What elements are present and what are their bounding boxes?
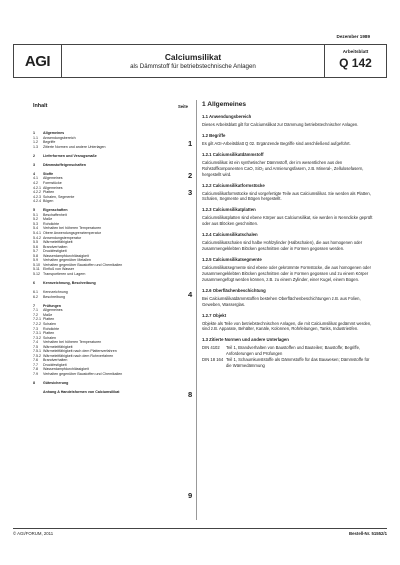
toc-entry-number: 5.4	[33, 226, 38, 231]
norm-reference	[202, 345, 374, 357]
toc-entry-number: 7.3.1	[33, 331, 41, 336]
toc-entry-title: Allgemeines	[43, 308, 63, 313]
toc-page-number: 3	[188, 188, 193, 197]
toc-entry-title: Brandverhalten	[43, 358, 68, 363]
toc-entry-title: Zitierte Normen und andere Unterlagen	[43, 144, 106, 149]
toc-entry-title: Wasserdampfdurchlässigkeit	[43, 253, 89, 258]
toc-entry-title: Verhalten bei höheren Temperaturen	[43, 340, 102, 345]
toc-entry-number: 7.2.1	[33, 317, 41, 322]
norm-text: Teil 1, Brandverhalten von Baustoffen und Bauteilen; Baustoffe; Begriffe, Anforderungen und Prüfungen	[226, 345, 361, 357]
toc-entry-number: 5.5	[33, 240, 38, 245]
toc-entry-number: 7.9	[33, 371, 38, 376]
toc-entry-title: Einfluß von Wasser	[43, 267, 75, 272]
toc-entry-number: 5.12	[33, 271, 40, 276]
table-of-contents	[33, 131, 178, 395]
toc-entry-number: 5.2	[33, 217, 38, 222]
toc-entry-number: 8	[33, 381, 35, 386]
paragraph: Calciumsilikatplatten sind ebene Körper aus Calciumsilikat, sie werden in Nenndicke geprüft oder aus Blöcken geschnitten.	[202, 215, 373, 227]
toc-entry-title: Allgemeines	[43, 176, 63, 181]
sheet-label: Arbeitsblatt	[342, 49, 369, 54]
toc-entry-number: 6.2	[33, 294, 38, 299]
toc-entry-number: 7.3.2	[33, 335, 41, 340]
toc-page-number: 8	[188, 390, 193, 399]
sheet-number: Q 142	[339, 56, 372, 70]
toc-entry-title: Verhalten gegenüber Baustoffen und Chemikalien	[43, 262, 123, 267]
toc-entry-title: Beschreibung	[43, 294, 65, 299]
toc-entry-title: Anhang A Handelsformen von Calciumsilikat	[43, 390, 120, 395]
toc-entry-number: 5.10	[33, 262, 40, 267]
toc-entry-number: 4.2.4	[33, 199, 41, 204]
toc-entry-number	[33, 390, 43, 395]
toc-entry-title: Schalen	[43, 335, 56, 340]
section-heading: 1.1 Anwendungsbereich	[202, 114, 252, 119]
toc-entry-title: Prüfungen	[43, 303, 61, 308]
footer-rule	[13, 528, 387, 529]
paragraph: Calciumsilikat ist ein synthetischer Dämmstoff, der im wesentlichen aus den Rohstoffkomponenten CaO, SiO₂ und Armierungsfasern, z.B. Mineral-, Zellulosefasern, hergestellt wird.	[202, 159, 364, 177]
toc-entry-title: Bögen	[43, 199, 54, 204]
document-subtitle: als Dämmstoff für betriebstechnische Anlagen	[130, 63, 256, 70]
toc-entry-title: Schalen, Segmente	[43, 194, 75, 199]
toc-entry-title: Transportieren und Lagern	[43, 271, 86, 276]
copyright: © AGI/FORUM, 2011	[13, 531, 54, 536]
toc-entry-title: Dämmstoffeigenschaften	[43, 162, 86, 167]
toc-entry-title: Brandverhalten	[43, 244, 68, 249]
toc-entry-title: Verhalten gegenüber Metallen	[43, 258, 91, 263]
paragraph: Objekte als Teile von betriebstechnischen Anlagen, die mit Calciumsilikat gedämmt werden, sind z.B. Apparate, Behälter, Kanäle, Kolonnen, Rohrleitungen, Tanks, Industrieöfen.	[202, 320, 372, 332]
toc-entry	[33, 390, 178, 395]
toc-entry-number: 6.1	[33, 290, 38, 295]
paragraph: Calciumsilikatsegmente sind ebene oder gekrümmte Formstücke, die aus homogenen oder zusammengeklebten Blöcken geschnitten oder in Formen gegossen und zu einem Körper zusammengefügt werden können, z.B. zu einem Zylinder, einer Kugel, einem Bogen.	[202, 264, 371, 282]
agi-logo: AGI	[14, 45, 62, 77]
toc-entry-number: 5.8	[33, 253, 38, 258]
toc-page-number: 9	[188, 491, 193, 500]
subsection-heading: 1.2.3 Calciumsilikatplatten	[202, 207, 256, 213]
toc-entry-number: 5	[33, 208, 35, 213]
toc-entry-number: 4.1	[33, 176, 38, 181]
toc-entry-number: 4.2.2	[33, 190, 41, 195]
paragraph: Es gilt AGI-Arbeitsblatt Q 02. Ergänzende Begriffe sind anschließend aufgeführt.	[202, 140, 351, 146]
toc-entry-number: 7.6	[33, 358, 38, 363]
toc-entry-title: Eigenschaften	[43, 208, 68, 213]
toc-entry-title: Platten	[43, 317, 55, 322]
subsection-heading: 1.2.4 Calciumsilikatschalen	[202, 232, 258, 238]
toc-entry-number: 5.9	[33, 258, 38, 263]
order-number: Bestell-Nr. 51552/1	[349, 531, 387, 536]
main-content	[202, 101, 374, 369]
toc-entry-number: 6	[33, 281, 35, 286]
toc-entry-title: Anwendungsbereich	[43, 135, 76, 140]
toc-entry-title: Maße	[43, 217, 53, 222]
toc-entry-title: Verhalten gegenüber Baustoffen und Chemikalien	[43, 371, 123, 376]
paragraph: Calciumsilikatschalen sind halbe Hohlzylinder (Halbschalen), die aus homogenen oder zusammengeklebten Blöcken geschnitten oder in Formen gegossen werden.	[202, 240, 363, 252]
toc-entry-title: Maße	[43, 312, 53, 317]
toc-entry-number: 5.6	[33, 244, 38, 249]
toc-entry-number: 4.2.3	[33, 194, 41, 199]
toc-entry-title: Platten	[43, 331, 55, 336]
toc-entry-number: 5.3	[33, 221, 38, 226]
toc-entry-title: Begriffe	[43, 140, 56, 145]
toc-entry-title: Stoffe	[43, 171, 54, 176]
paragraph: Dieses Arbeitsblatt gilt für Calciumsilikat zur Dämmung betriebstechnischer Anlagen.	[202, 122, 359, 127]
subsection-heading: 1.2.5 Calciumsilikatsegmente	[202, 256, 262, 262]
paragraph: Calciumsilikatformstücke sind vorgefertigte Teile aus Calciumsilikat. Sie werden als Platten, Schalen, Segmente und Bögen hergestellt.	[202, 190, 371, 202]
toc-entry-title: Wärmeleitfähigkeit nach dem Rohrverfahren	[43, 353, 114, 358]
toc-page-number: 1	[188, 139, 193, 148]
toc-entry-number: 1.2	[33, 140, 38, 145]
toc-entry-number: 5.1	[33, 212, 38, 217]
norm-code: DIN 4102	[202, 345, 220, 351]
toc-entry-number: 7.5	[33, 344, 38, 349]
toc-entry-title: Wärmeleitfähigkeit nach dem Plattenverfahren	[43, 349, 117, 354]
toc-entry-number: 7.4	[33, 340, 38, 345]
toc-entry-number: 4	[33, 171, 35, 176]
sheet-id-block	[324, 45, 386, 77]
section-heading: 1.3 Zitierte Normen und andere Unterlagen	[202, 337, 289, 343]
toc-page-number: 2	[188, 171, 193, 180]
toc-entry-number: 2	[33, 153, 35, 158]
toc-entry-number: 5.4.1	[33, 231, 41, 236]
toc-entry-title: Lieferformen und Verzugsmaße	[43, 153, 97, 158]
toc-entry-number: 7.3	[33, 326, 38, 331]
document-date: Dezember 1989	[336, 34, 370, 39]
header-title-block	[62, 45, 324, 77]
toc-entry-title: Anwendungstemperatur	[43, 235, 82, 240]
toc-entry-number: 7.1	[33, 308, 38, 313]
toc-entry-number: 7.2.2	[33, 321, 41, 326]
norm-code: DIN 18 164	[202, 357, 224, 363]
toc-entry-title: Rohdichte	[43, 221, 60, 226]
toc-entry-title: Allgemeines	[43, 131, 65, 135]
toc-entry-number: 7.5.2	[33, 353, 41, 358]
toc-entry-number: 5.4.2	[33, 235, 41, 240]
section-heading: 1 Allgemeines	[202, 101, 247, 108]
toc-page-number: 4	[188, 290, 193, 299]
toc-entry-title: Druckfestigkeit	[43, 249, 67, 254]
toc-page-heading: Seite	[178, 104, 189, 109]
toc-entry-number: 7.2	[33, 312, 38, 317]
toc-entry-title: Formstücke	[43, 181, 62, 186]
document-title: Calciumsilikat	[164, 52, 222, 62]
norm-reference	[202, 357, 374, 369]
toc-entry-title: Kennzeichnung, Beschreibung	[43, 281, 96, 286]
subsection-heading: 1.2.6 Oberflächenbeschichtung	[202, 287, 266, 293]
toc-entry-number: 5.7	[33, 249, 38, 254]
section-heading: 1.2 Begriffe	[202, 132, 226, 138]
toc-entry-title: Beschaffenheit	[43, 212, 67, 217]
subsection-heading: 1.2.7 Objekt	[202, 312, 227, 318]
subsection-heading: 1.2.1 Calciumsilikatdämmstoff	[202, 151, 264, 157]
norm-text: Teil 1, Schaumkunststoffe als Dämmstoffe für das Bauwesen; Dämmstoffe für die Wärmedämmung	[226, 357, 370, 369]
toc-entry-title: Platten	[43, 190, 55, 195]
toc-entry-number: 1	[33, 131, 35, 135]
paragraph: Bei Calciumsilikatdämmstoffen bestehen Oberflächenbeschichtungen z.B. aus Folien, Geweben, Wasserglas.	[202, 295, 361, 307]
subsection-heading: 1.2.2 Calciumsilikatformstücke	[202, 182, 265, 188]
toc-entry-title: Rohdichte	[43, 326, 60, 331]
column-divider	[196, 100, 197, 520]
toc-entry-title: Schalen	[43, 321, 56, 326]
toc-entry-number: 7.5.1	[33, 349, 41, 354]
toc-entry-number: 7.7	[33, 362, 38, 367]
toc-entry-number: 3	[33, 162, 35, 167]
toc-entry-title: Wärmeleitfähigkeit	[43, 344, 73, 349]
toc-entry-title: Allgemeines	[43, 185, 63, 190]
toc-entry-title: Verhalten bei höheren Temperaturen	[43, 226, 102, 231]
toc-heading: Inhalt	[33, 103, 48, 109]
toc-entry-title: Wärmeleitfähigkeit	[43, 240, 73, 245]
toc-entry-number: 7	[33, 303, 35, 308]
toc-entry-title: Gütesicherung	[43, 381, 69, 386]
toc-entry-title: Obere Anwendungsgrenztemperatur	[43, 231, 101, 236]
toc-entry-title: Druckfestigkeit	[43, 362, 67, 367]
toc-entry-title: Wasserdampfdurchlässigkeit	[43, 367, 89, 372]
document-header	[13, 44, 387, 78]
toc-entry-number: 4.2.1	[33, 185, 41, 190]
toc-entry-number: 5.11	[33, 267, 40, 272]
toc-entry-number: 1.3	[33, 144, 38, 149]
toc-entry-title: Kennzeichnung	[43, 290, 68, 295]
toc-entry-number: 1.1	[33, 135, 38, 140]
toc-entry-number: 7.8	[33, 367, 38, 372]
toc-entry-number: 4.2	[33, 181, 38, 186]
